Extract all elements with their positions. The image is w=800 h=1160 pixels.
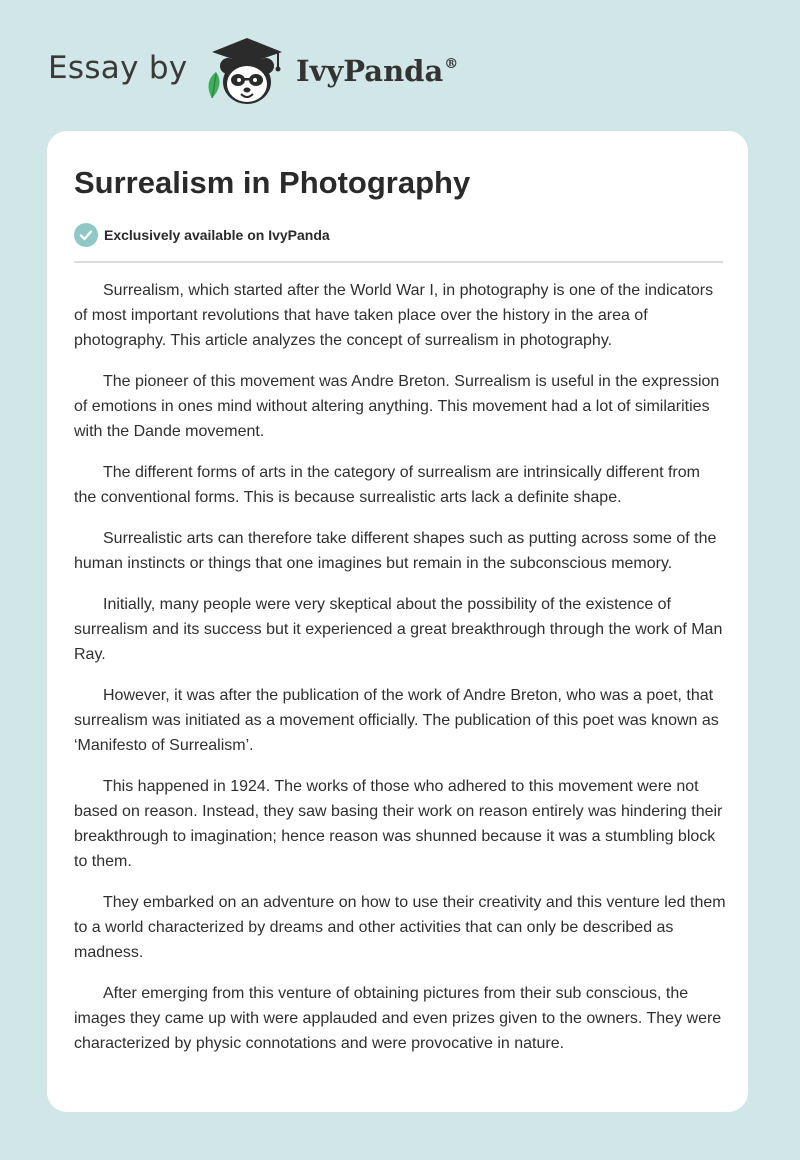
exclusive-badge	[74, 222, 330, 248]
title-divider	[74, 261, 723, 263]
panda-graduate-logo-icon[interactable]	[202, 36, 292, 108]
paragraph: Surrealism, which started after the World War I, in photography is one of the indicators of most important revolutions that have taken place over the history in the area of photography. This article analyzes the concept of surrealism in photography.	[74, 282, 714, 349]
registered-mark: ®	[444, 56, 459, 72]
site-header	[48, 36, 548, 116]
paragraph: The different forms of arts in the category of surrealism are intrinsically different from the conventional forms. This is because surrealistic arts lack a definite shape.	[74, 464, 700, 506]
essay-by-label: Essay by	[48, 50, 188, 86]
essay-body	[74, 278, 726, 1072]
brand-name[interactable]	[296, 54, 458, 88]
brand-name-text: IvyPanda	[296, 54, 444, 88]
check-icon	[74, 223, 98, 247]
paragraph: They embarked on an adventure on how to use their creativity and this venture led them to a world characterized by dreams and other activities that can only be described as madness.	[74, 894, 726, 961]
paragraph: Surrealistic arts can therefore take different shapes such as putting across some of the human instincts or things that one imagines but remain in the subconscious memory.	[74, 530, 717, 572]
paragraph: Initially, many people were very skeptical about the possibility of the existence of surrealism and its success but it experienced a great breakthrough through the work of Man Ray.	[74, 596, 723, 663]
exclusive-badge-label: Exclusively available on IvyPanda	[104, 227, 330, 243]
essay-card	[47, 131, 748, 1112]
paragraph: The pioneer of this movement was Andre Breton. Surrealism is useful in the expression of emotions in ones mind without altering anything. This movement had a lot of similarities with the Dande movement.	[74, 373, 720, 440]
paragraph: This happened in 1924. The works of those who adhered to this movement were not based on reason. Instead, they saw basing their work on reason entirely was hindering their breakthrough to imagination; hence reason was shunned because it was a stumbling block to them.	[74, 778, 723, 870]
paragraph: After emerging from this venture of obtaining pictures from their sub conscious, the images they came up with were applauded and even prizes given to the owners. They were characterized by physic connotations and were provocative in nature.	[74, 985, 722, 1052]
page-title: Surrealism in Photography	[74, 165, 471, 200]
paragraph: However, it was after the publication of the work of Andre Breton, who was a poet, that surrealism was initiated as a movement officially. The publication of this poet was known as ‘Manifesto of Surrealism’.	[74, 687, 719, 754]
